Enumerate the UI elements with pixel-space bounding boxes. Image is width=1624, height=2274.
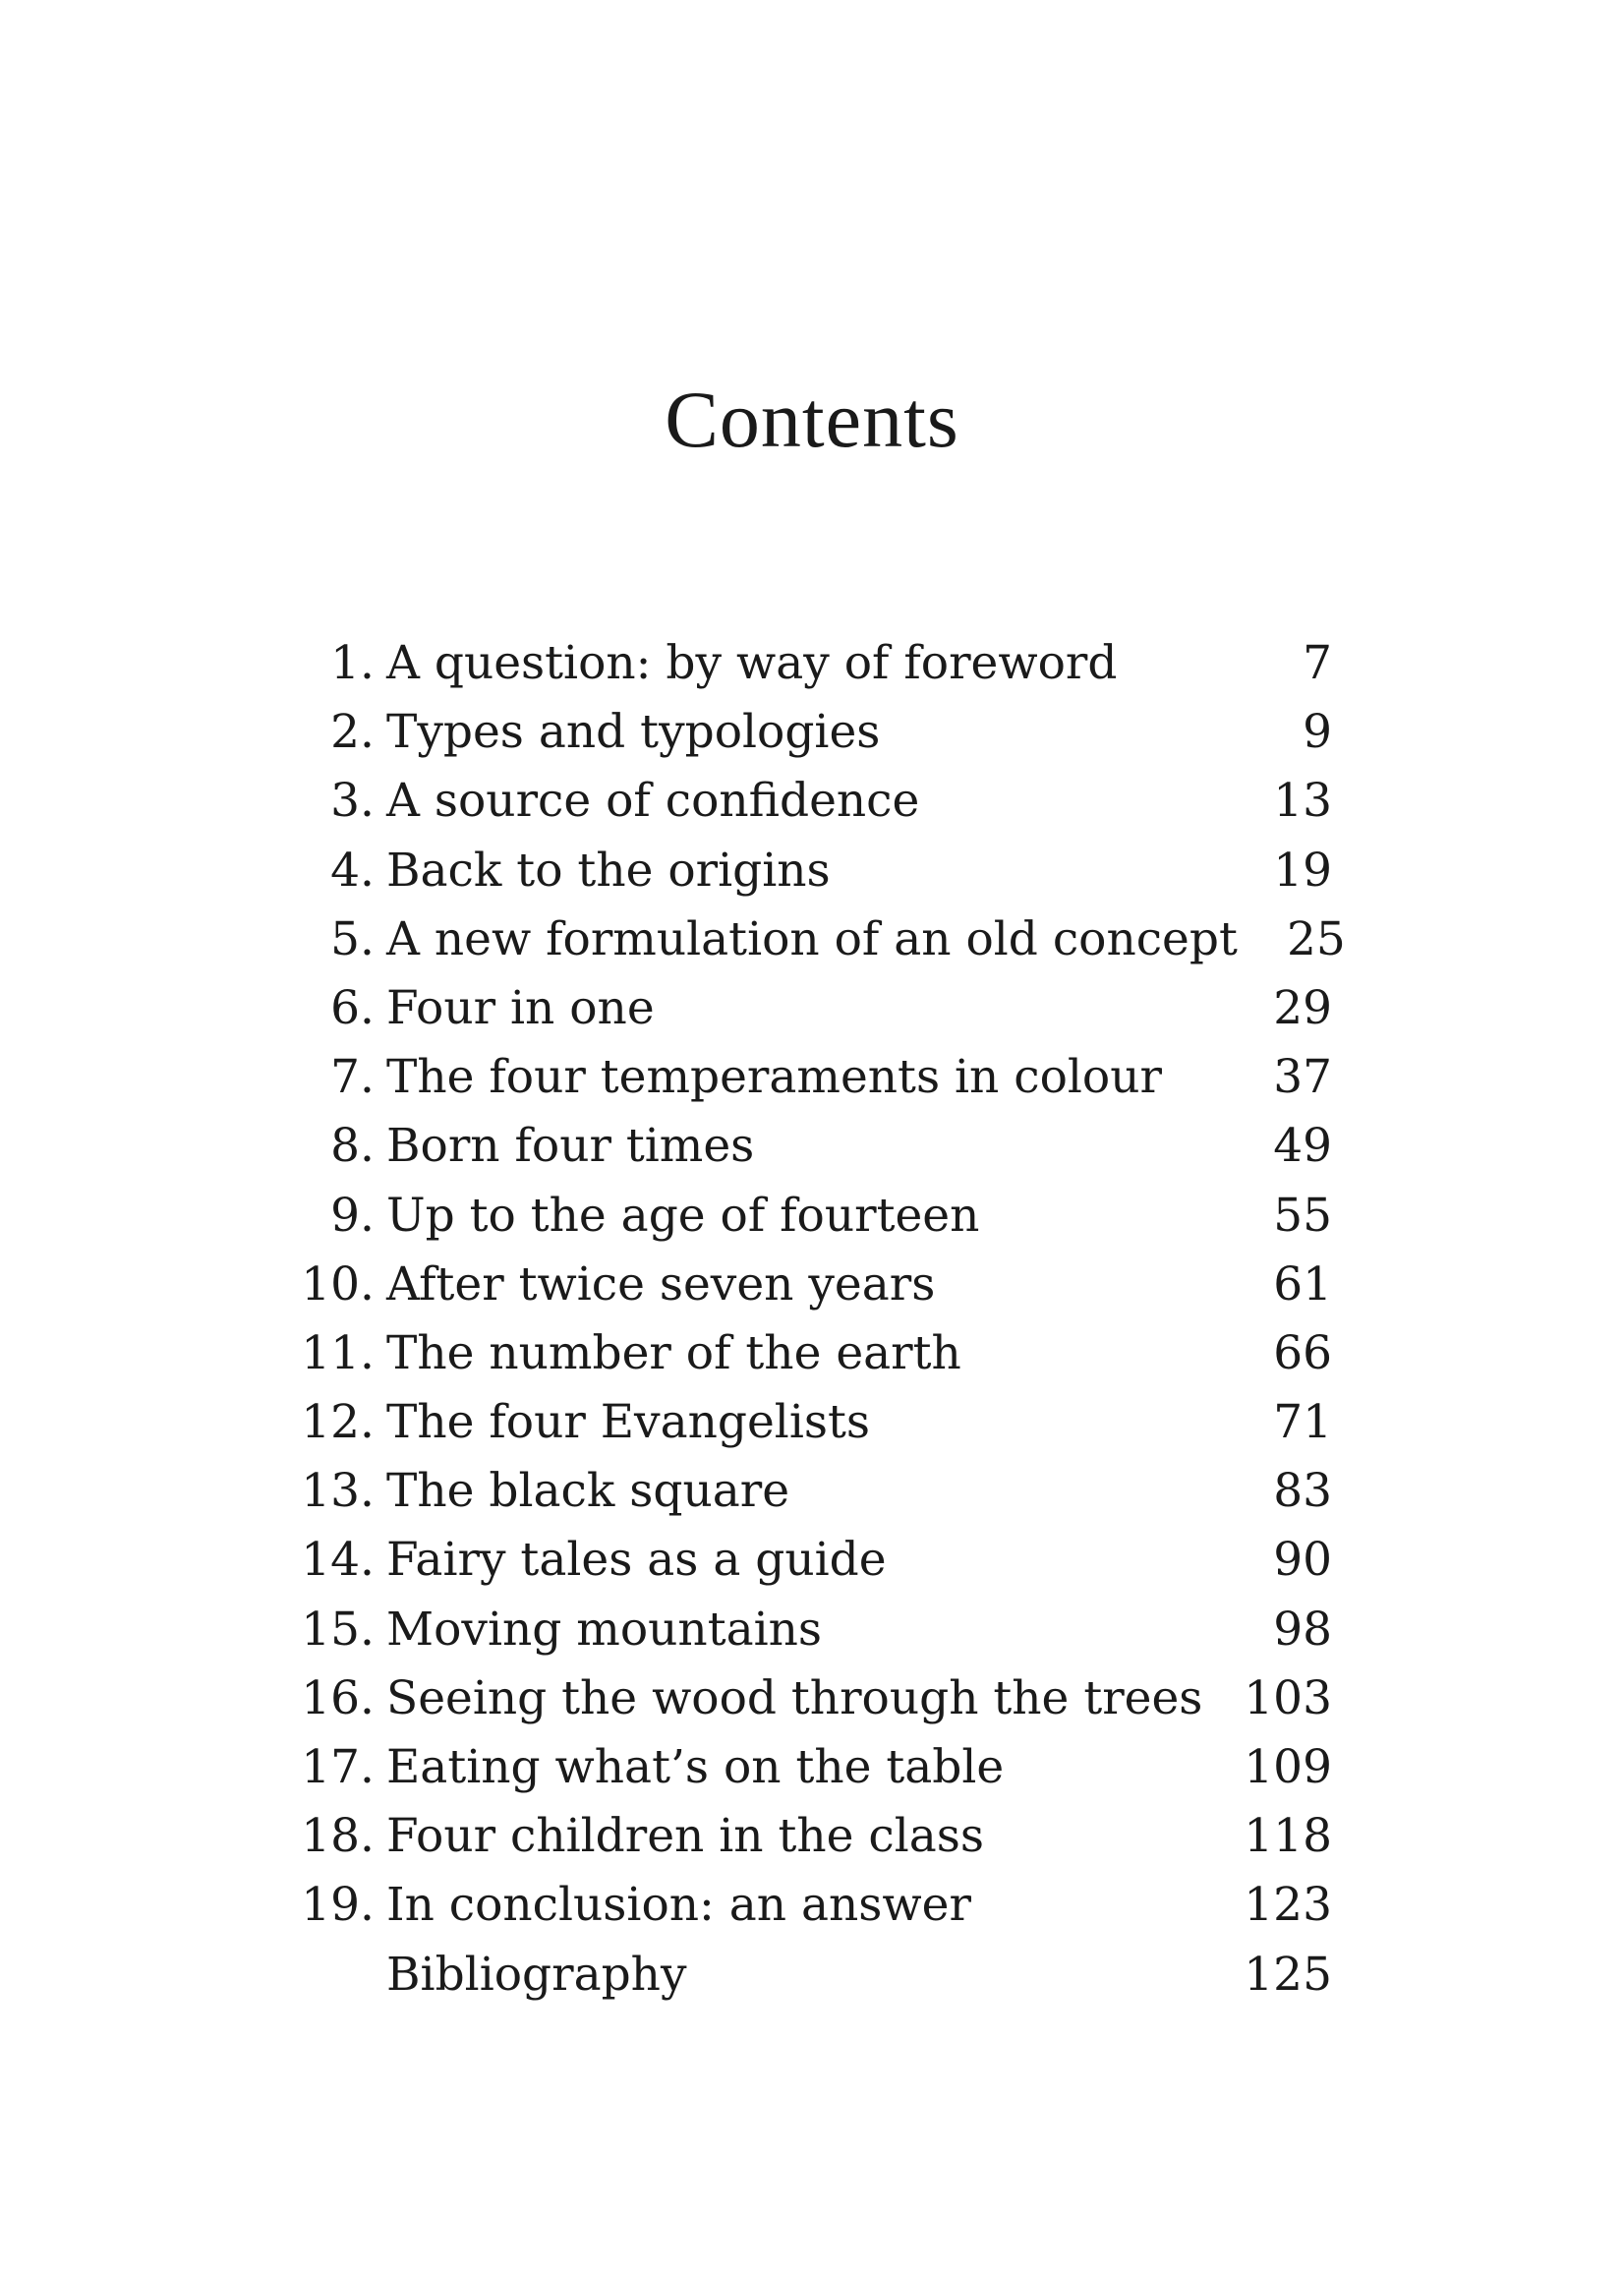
toc-entry-number: 15. <box>301 1602 375 1657</box>
toc-entry <box>290 767 1332 836</box>
toc-entry-page: 109 <box>1244 1740 1332 1794</box>
toc-entry <box>290 1319 1332 1388</box>
toc-entry-number: 1. <box>330 636 375 690</box>
toc-entry-number: 8. <box>330 1119 375 1174</box>
page-title: Contents <box>665 375 959 464</box>
toc-entry <box>290 1871 1332 1940</box>
toc-entry-page: 29 <box>1273 980 1332 1035</box>
toc-entry-title: Up to the age of fourteen <box>386 1188 980 1243</box>
toc-entry-number: 7. <box>330 1050 375 1105</box>
toc-entry <box>290 905 1346 974</box>
toc-entry-page: 103 <box>1244 1670 1332 1725</box>
toc-entry-title: A new formulation of an old concept <box>386 911 1238 966</box>
toc-entry-page: 49 <box>1273 1119 1332 1174</box>
toc-entry-number: 16. <box>301 1670 375 1725</box>
table-of-contents <box>290 629 1346 2010</box>
toc-entry-title: Four in one <box>386 980 655 1035</box>
toc-entry <box>290 1457 1332 1526</box>
toc-entry <box>290 629 1332 698</box>
toc-entry <box>290 1112 1332 1181</box>
toc-entry <box>290 1941 1332 2010</box>
toc-entry-page: 71 <box>1273 1395 1332 1450</box>
toc-entry-number: 19. <box>301 1878 375 1933</box>
toc-entry-number: 18. <box>301 1809 375 1864</box>
toc-entry-title: In conclusion: an answer <box>386 1878 971 1933</box>
toc-entry-title: The four temperaments in colour <box>386 1050 1162 1105</box>
toc-entry-title: Moving mountains <box>386 1602 823 1657</box>
toc-entry <box>290 1802 1332 1871</box>
toc-entry-title: A source of confidence <box>386 774 920 829</box>
toc-entry-number: 5. <box>330 911 375 966</box>
toc-entry-number: 12. <box>301 1395 375 1450</box>
toc-entry-page: 90 <box>1273 1533 1332 1588</box>
toc-entry-page: 7 <box>1303 636 1332 690</box>
toc-entry <box>290 1043 1332 1112</box>
toc-entry-title: The black square <box>386 1464 790 1519</box>
toc-entry-number: 2. <box>330 705 375 760</box>
toc-entry-title: Back to the origins <box>386 843 831 898</box>
toc-entry-title: After twice seven years <box>386 1256 936 1312</box>
toc-entry <box>290 1596 1332 1664</box>
toc-entry-page: 13 <box>1273 774 1332 829</box>
toc-entry-page: 118 <box>1244 1809 1332 1864</box>
toc-entry-page: 66 <box>1273 1325 1332 1380</box>
toc-entry-number: 13. <box>301 1464 375 1519</box>
toc-entry-page: 125 <box>1244 1947 1332 2002</box>
toc-entry-number: 3. <box>330 774 375 829</box>
toc-entry-page: 9 <box>1303 705 1332 760</box>
toc-entry-number: 11. <box>301 1325 375 1380</box>
toc-entry-title: Born four times <box>386 1119 755 1174</box>
toc-entry-page: 25 <box>1287 911 1346 966</box>
toc-entry <box>290 1733 1332 1802</box>
toc-entry-title: Eating what’s on the table <box>386 1740 1005 1794</box>
toc-entry-page: 37 <box>1273 1050 1332 1105</box>
toc-entry-number: 4. <box>330 843 375 898</box>
toc-entry <box>290 1251 1332 1319</box>
toc-entry-page: 55 <box>1273 1188 1332 1243</box>
toc-entry-title: A question: by way of foreword <box>386 636 1118 690</box>
toc-entry <box>290 1182 1332 1251</box>
toc-entry-number: 9. <box>330 1188 375 1243</box>
toc-entry-number: 6. <box>330 980 375 1035</box>
toc-entry-number: 10. <box>301 1256 375 1312</box>
toc-entry <box>290 698 1332 767</box>
toc-entry-title: Types and typologies <box>386 705 881 760</box>
toc-entry-page: 98 <box>1273 1602 1332 1657</box>
toc-entry <box>290 974 1332 1043</box>
toc-entry-page: 19 <box>1273 843 1332 898</box>
toc-entry-number: 17. <box>301 1740 375 1794</box>
toc-entry-title: The four Evangelists <box>386 1395 870 1450</box>
toc-entry <box>290 1526 1332 1595</box>
toc-entry <box>290 1664 1332 1733</box>
toc-entry <box>290 1388 1332 1457</box>
toc-entry-page: 123 <box>1244 1878 1332 1933</box>
toc-entry-title: Four children in the class <box>386 1809 985 1864</box>
toc-entry-number: 14. <box>301 1533 375 1588</box>
toc-entry <box>290 837 1332 905</box>
toc-entry-title: The number of the earth <box>386 1325 961 1380</box>
toc-entry-page: 61 <box>1273 1256 1332 1312</box>
toc-entry-title: Bibliography <box>386 1947 687 2002</box>
toc-entry-title: Fairy tales as a guide <box>386 1533 887 1588</box>
toc-entry-page: 83 <box>1273 1464 1332 1519</box>
toc-entry-title: Seeing the wood through the trees <box>386 1670 1203 1725</box>
